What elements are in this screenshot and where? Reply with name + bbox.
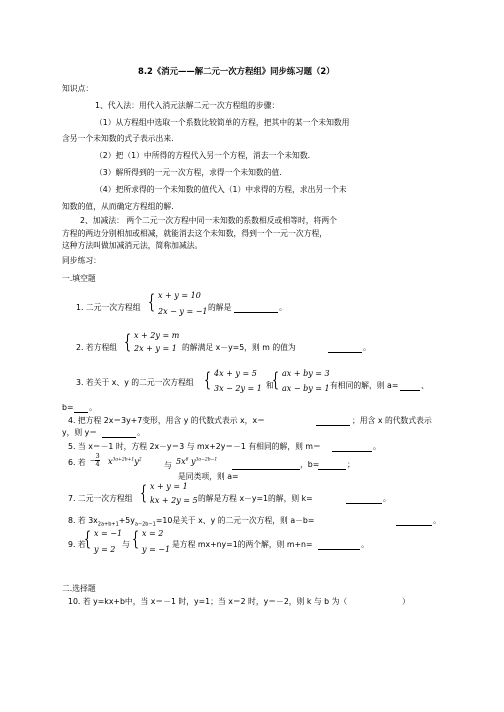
q1-equation-2: 2x − y = −1 bbox=[158, 307, 208, 316]
section-fill-blank: 一.填空题 bbox=[62, 274, 96, 283]
q9-equation-2: y = 2 bbox=[94, 545, 116, 554]
q6-term-1: $x^{3a+2b+1}y^2$ bbox=[108, 457, 142, 466]
q6-with: 与 bbox=[164, 461, 172, 470]
q3-equation-2: 3x − 2y = 1 bbox=[214, 384, 262, 393]
q2-answer-blank[interactable] bbox=[328, 344, 362, 353]
q6-line-2: 是同类项，则 a= bbox=[178, 472, 239, 481]
q9-suffix: 是方程 mx+ny=1的两个解，则 m+n= bbox=[172, 540, 313, 549]
q7-prefix: 7. 二元一次方程组 bbox=[68, 494, 133, 503]
q5-text: 5. 当 x＝－1 时，方程 2x－y＝3 与 mx+2y＝－1 有相同的解，则 m＝ bbox=[68, 442, 321, 451]
q4-line-1b: ；用含 x 的代数式表示 bbox=[352, 416, 432, 425]
q10-text: 10. 若 y=kx+b中，当 x＝－1 时，y=1；当 x＝2 时，y＝－2，则 k 与 b 为（ bbox=[68, 597, 348, 606]
q2-prefix: 2. 若方程组 bbox=[76, 343, 118, 352]
q3-b-label: b= bbox=[62, 403, 74, 412]
q6-term-2: $5x^6$ $y^{3a-2b-1}$ bbox=[176, 457, 218, 466]
q3-answer-a-blank[interactable] bbox=[400, 382, 420, 391]
q8-text: 8. 若 $3x_{2a+b+1}+5y_{a-2b-1}=10$是关于 x、y 的二元一次方程，则 a－b= bbox=[68, 516, 315, 528]
q6-semicolon: ； bbox=[347, 460, 355, 469]
q7-equation-1: x + y = 1 bbox=[150, 482, 188, 491]
q2-suffix: 的解满足 x－y=5，则 m 的值为 bbox=[182, 343, 296, 352]
q7-brace: { bbox=[140, 480, 148, 504]
q6-answer-b-blank[interactable] bbox=[318, 461, 346, 470]
q7-equation-2: kx + 2y = 5 bbox=[150, 496, 198, 505]
knowledge-header: 知识点： bbox=[62, 84, 94, 93]
q3-answer-b-blank[interactable] bbox=[74, 404, 88, 413]
q3-equation-3: ax + by = 3 bbox=[282, 369, 330, 378]
q1-prefix: 1. 二元一次方程组 bbox=[76, 303, 141, 312]
page-title: 8.2《消元——解二元一次方程组》同步练习题（2） bbox=[138, 66, 335, 76]
knowledge-1-4a: （4）把所求得的一个未知数的值代入（1）中求得的方程，求出另一个未 bbox=[95, 185, 347, 194]
q1-suffix: 的解是 bbox=[208, 303, 232, 312]
q1-end: 。 bbox=[279, 303, 287, 312]
q9-equation-4: y = −1 bbox=[142, 545, 171, 554]
q8-answer-blank[interactable] bbox=[396, 517, 432, 526]
q10-end: ） bbox=[402, 597, 410, 606]
q1-brace: { bbox=[148, 289, 156, 313]
q7-answer-blank[interactable] bbox=[346, 495, 382, 504]
q1-answer-blank[interactable] bbox=[234, 304, 278, 313]
knowledge-2b: 方程的两边分别相加或相减，就能消去这个未知数，得到一个一元一次方程， bbox=[62, 229, 328, 238]
q3-brace-1: { bbox=[204, 367, 212, 391]
knowledge-1-4b: 知数的值，从而确定方程组的解. bbox=[62, 202, 174, 211]
q5-end: 。 bbox=[373, 442, 381, 451]
q6-answer-a-blank[interactable] bbox=[232, 461, 300, 470]
q3-and: 和 bbox=[266, 381, 274, 390]
q5-answer-blank[interactable] bbox=[332, 443, 372, 452]
q7-end: 。 bbox=[383, 494, 391, 503]
q9-prefix: 9. 若 bbox=[68, 540, 86, 549]
q9-answer-blank[interactable] bbox=[318, 541, 360, 550]
q2-end: 。 bbox=[363, 343, 371, 352]
q3-equation-1: 4x + y = 5 bbox=[214, 369, 257, 378]
practice-header: 同步练习： bbox=[62, 256, 101, 265]
q6-coefficient: − $\frac{3}{4}$ bbox=[90, 452, 100, 468]
section-multiple-choice: 二.选择题 bbox=[62, 584, 96, 593]
q3-prefix: 3. 若关于 x、y 的二元一次方程组 bbox=[76, 378, 194, 387]
q9-brace-2: { bbox=[132, 526, 140, 550]
q4-line-2: y，则 y＝ bbox=[62, 428, 98, 437]
q9-brace-1: { bbox=[84, 526, 92, 550]
q2-equation-2: 2x + y = 1 bbox=[134, 344, 177, 353]
q9-equation-1: x = −1 bbox=[94, 529, 123, 538]
q3-equation-4: ax − by = 1 bbox=[282, 384, 330, 393]
q4-answer-y-blank[interactable] bbox=[102, 429, 136, 438]
knowledge-1-2: （2）把（1）中所得的方程代入另一个方程，消去一个未知数. bbox=[95, 151, 311, 160]
q2-brace: { bbox=[124, 329, 132, 353]
q2-equation-1: x + 2y = m bbox=[134, 331, 180, 340]
q9-with: 与 bbox=[122, 540, 130, 549]
q4-line-1: 4. 把方程 2x＝3y+7变形，用含 y 的代数式表示 x，x＝ bbox=[68, 416, 265, 425]
q6-b-label: ，b= bbox=[300, 460, 320, 469]
knowledge-2a: 2、加减法： 两个二元一次方程中同一未知数的系数相反或相等时，将两个 bbox=[80, 216, 337, 225]
knowledge-1-1a: （1）从方程组中选取一个系数比较简单的方程，把其中的某一个未知数用 bbox=[95, 118, 350, 127]
knowledge-1: 1、代入法：用代入消元法解二元一次方程组的步骤： bbox=[95, 101, 280, 110]
q3-end: 。 bbox=[89, 403, 97, 412]
knowledge-1-3: （3）解所得到的一元一次方程，求得一个未知数的值. bbox=[95, 168, 282, 177]
knowledge-1-1b: 含另一个未知数的式子表示出来. bbox=[62, 134, 174, 143]
q7-suffix: 的解是方程 x－y=1的解，则 k= bbox=[198, 494, 313, 503]
q3-sep: 、 bbox=[421, 381, 429, 390]
q6-prefix: 6. 若 bbox=[68, 458, 86, 467]
knowledge-2c: 这种方法叫做加减消元法，简称加减法。 bbox=[62, 241, 203, 250]
q9-equation-3: x = 2 bbox=[142, 529, 164, 538]
q9-end: 。 bbox=[361, 540, 369, 549]
q1-equation-1: x + y = 10 bbox=[158, 291, 201, 300]
q3-suffix: 有相同的解，则 a= bbox=[330, 381, 399, 390]
q3-brace-2: { bbox=[272, 367, 280, 391]
q4-answer-x-blank[interactable] bbox=[316, 417, 350, 426]
q4-end: 。 bbox=[137, 428, 145, 437]
q8-end: 。 bbox=[433, 516, 441, 525]
